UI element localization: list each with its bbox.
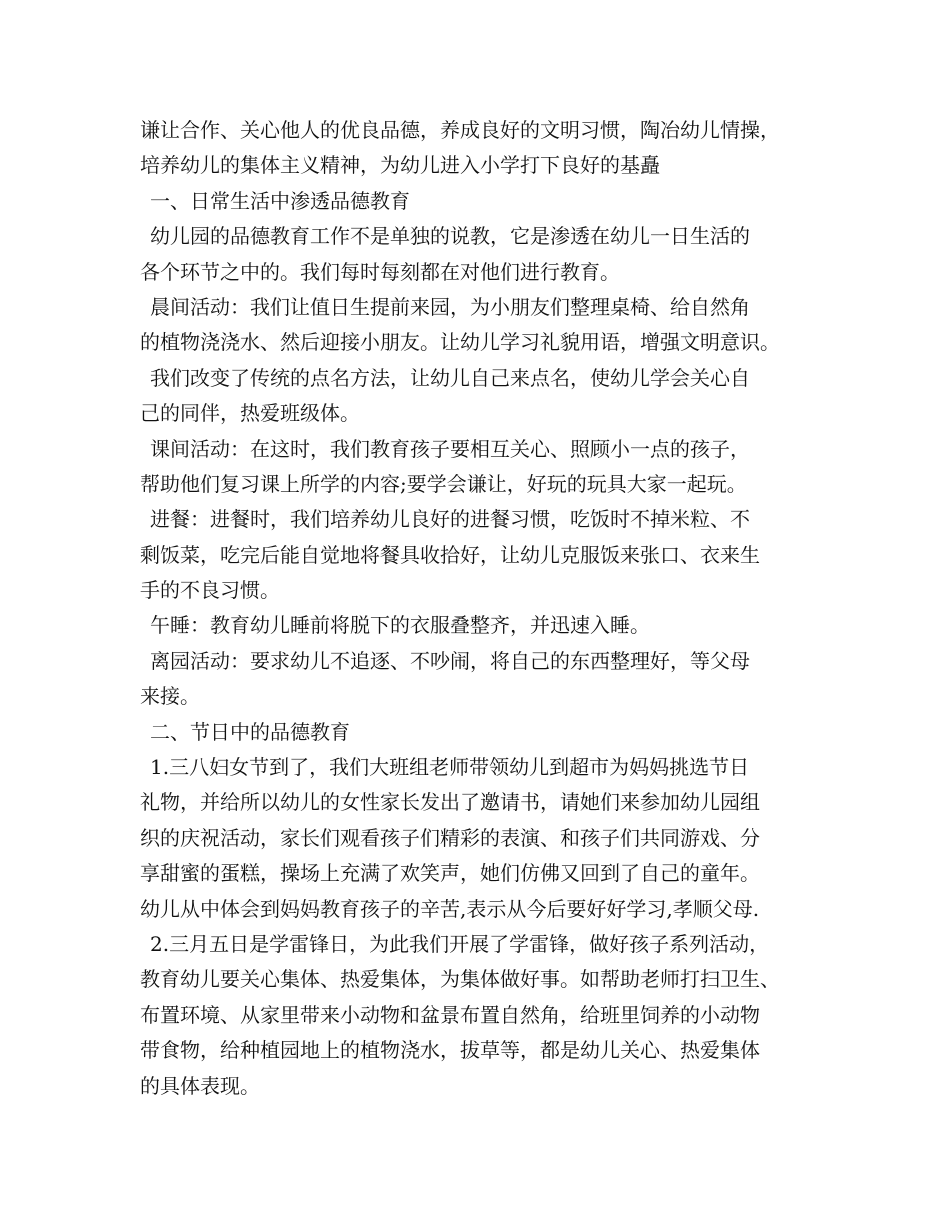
text-line: 课间活动：在这时，我们教育孩子要相互关心、照顾小一点的孩子， xyxy=(150,436,750,461)
text-line: 我们改变了传统的点名方法，让幼儿自己来点名，使幼儿学会关心自 xyxy=(150,365,750,390)
text-line: 织的庆祝活动，家长们观看孩子们精彩的表演、和孩子们共同游戏、分 xyxy=(140,825,760,850)
text-line: 的植物浇浇水、然后迎接小朋友。让幼儿学习礼貌用语，增强文明意识。 xyxy=(140,330,780,355)
text-line: 2.三月五日是学雷锋日，为此我们开展了学雷锋，做好孩子系列活动， xyxy=(150,931,770,956)
text-line: 帮助他们复习课上所学的内容;要学会谦让，好玩的玩具大家一起玩。 xyxy=(140,471,747,496)
text-line: 幼儿园的品德教育工作不是单独的说教，它是渗透在幼儿一日生活的 xyxy=(150,224,750,249)
text-line: 培养幼儿的集体主义精神，为幼儿进入小学打下良好的基矗 xyxy=(140,153,660,178)
text-line: 谦让合作、关心他人的优良品德，养成良好的文明习惯，陶冶幼儿情操， xyxy=(140,118,780,142)
text-line: 己的同伴，热爱班级体。 xyxy=(140,401,360,426)
section-heading: 二、节日中的品德教育 xyxy=(150,719,350,744)
text-line: 各个环节之中的。我们每时每刻都在对他们进行教育。 xyxy=(140,259,620,284)
section-heading: 一、日常生活中渗透品德教育 xyxy=(150,188,410,213)
text-line: 礼物，并给所以幼儿的女性家长发出了邀请书，请她们来参加幼儿园组 xyxy=(140,790,760,815)
text-line: 进餐：进餐时，我们培养幼儿良好的进餐习惯，吃饭时不掉米粒、不 xyxy=(150,507,750,532)
text-line: 1.三八妇女节到了，我们大班组老师带领幼儿到超市为妈妈挑选节日 xyxy=(150,755,750,780)
text-line: 晨间活动：我们让值日生提前来园，为小朋友们整理桌椅、给自然角 xyxy=(150,294,750,319)
text-line: 享甜蜜的蛋糕，操场上充满了欢笑声，她们仿佛又回到了自己的童年。 xyxy=(140,861,760,886)
text-line: 的具体表现。 xyxy=(140,1073,260,1098)
document-body xyxy=(140,113,830,1104)
text-line: 手的不良习惯。 xyxy=(140,578,280,603)
text-line: 幼儿从中体会到妈妈教育孩子的辛苦,表示从今后要好好学习,孝顺父母. xyxy=(140,896,760,921)
text-line: 布置环境、从家里带来小动物和盆景布置自然角，给班里饲养的小动物 xyxy=(140,1002,760,1027)
text-line: 带食物，给种植园地上的植物浇水，拔草等，都是幼儿关心、热爱集体 xyxy=(140,1038,760,1063)
text-line: 来接。 xyxy=(140,684,200,709)
text-line: 剩饭菜，吃完后能自觉地将餐具收拾好，让幼儿克服饭来张口、衣来生 xyxy=(140,542,760,567)
text-line: 午睡：教育幼儿睡前将脱下的衣服叠整齐，并迅速入睡。 xyxy=(150,613,650,638)
text-line: 教育幼儿要关心集体、热爱集体，为集体做好事。如帮助老师打扫卫生、 xyxy=(140,967,780,992)
text-line: 离园活动：要求幼儿不追逐、不吵闹，将自己的东西整理好，等父母 xyxy=(150,648,750,673)
